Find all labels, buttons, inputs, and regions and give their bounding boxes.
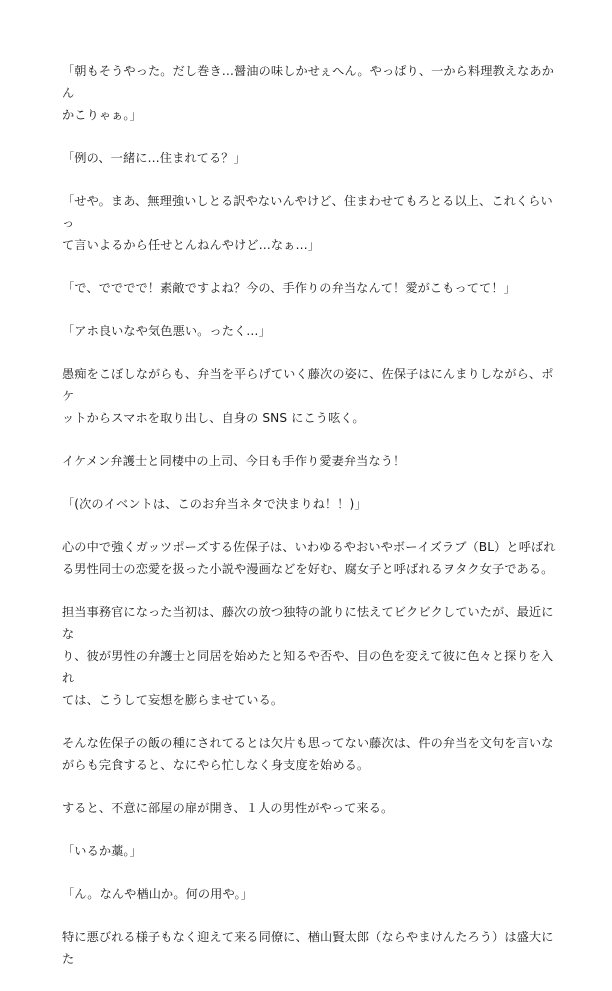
paragraph-13: 「いるか藁。」 — [62, 844, 142, 858]
paragraph-8: 「(次のイベントは、このお弁当ネタで決まりね！！)」 — [62, 497, 367, 511]
paragraph-10: 担当事務官になった当初は、藤次の放つ独特の訛りに怯えてビクビクしていたが、最近にな り、彼が男性の弁護士と同居を始めたと知るや否や、目の色を変えて彼に色々と探りを入れ ては、こうして妄想を膨らませている。 — [62, 605, 554, 707]
paragraph-2: 「例の、一緒に…住まれてる？」 — [62, 151, 246, 165]
paragraph-5: 「アホ良いなや気色悪い。ったく…」 — [62, 324, 271, 338]
paragraph-6: 愚痴をこぼしながらも、弁当を平らげていく藤次の姿に、佐保子はにんまりしながら、ポケ ットからスマホを取り出し、自身の SNS にこう呟く。 — [62, 367, 554, 425]
paragraph-14: 「ん。なんや楢山か。何の用や。」 — [62, 887, 253, 901]
paragraph-12: すると、不意に部屋の扉が開き、１人の男性がやって来る。 — [62, 801, 394, 815]
paragraph-11: そんな佐保子の飯の種にされてるとは欠片も思ってない藤次は、件の弁当を文句を言いな がらも完食すると、なにやら忙しなく身支度を始める。 — [62, 736, 554, 772]
paragraph-7: イケメン弁護士と同棲中の上司、今日も手作り愛妻弁当なう！ — [62, 454, 406, 468]
paragraph-15: 特に悪びれる様子もなく迎えて来る同僚に、楢山賢太郎（ならやまけんたろう）は盛大にた — [62, 930, 554, 966]
paragraph-4: 「で、でででで！素敵ですよね？今の、手作りの弁当なんて！愛がこもってて！」 — [62, 281, 516, 295]
paragraph-3: 「せや。まあ、無理強いしとる訳やないんやけど、住まわせてもろとる以上、これくらいっ て言いよるから任せとんねんやけど…なぁ…」 — [62, 194, 553, 252]
body-text — [62, 60, 562, 991]
paragraph-1: 「朝もそうやった。だし巻き…醤油の味しかせぇへん。やっぱり、一から料理教えなあかん かこりゃぁ。」 — [62, 64, 554, 122]
paragraph-9: 心の中で強くガッツポーズする佐保子は、いわゆるやおいやボーイズラブ（BL）と呼ばれ る男性同士の恋愛を扱った小説や漫画などを好む、腐女子と呼ばれるヲタク女子である。 — [62, 540, 556, 576]
